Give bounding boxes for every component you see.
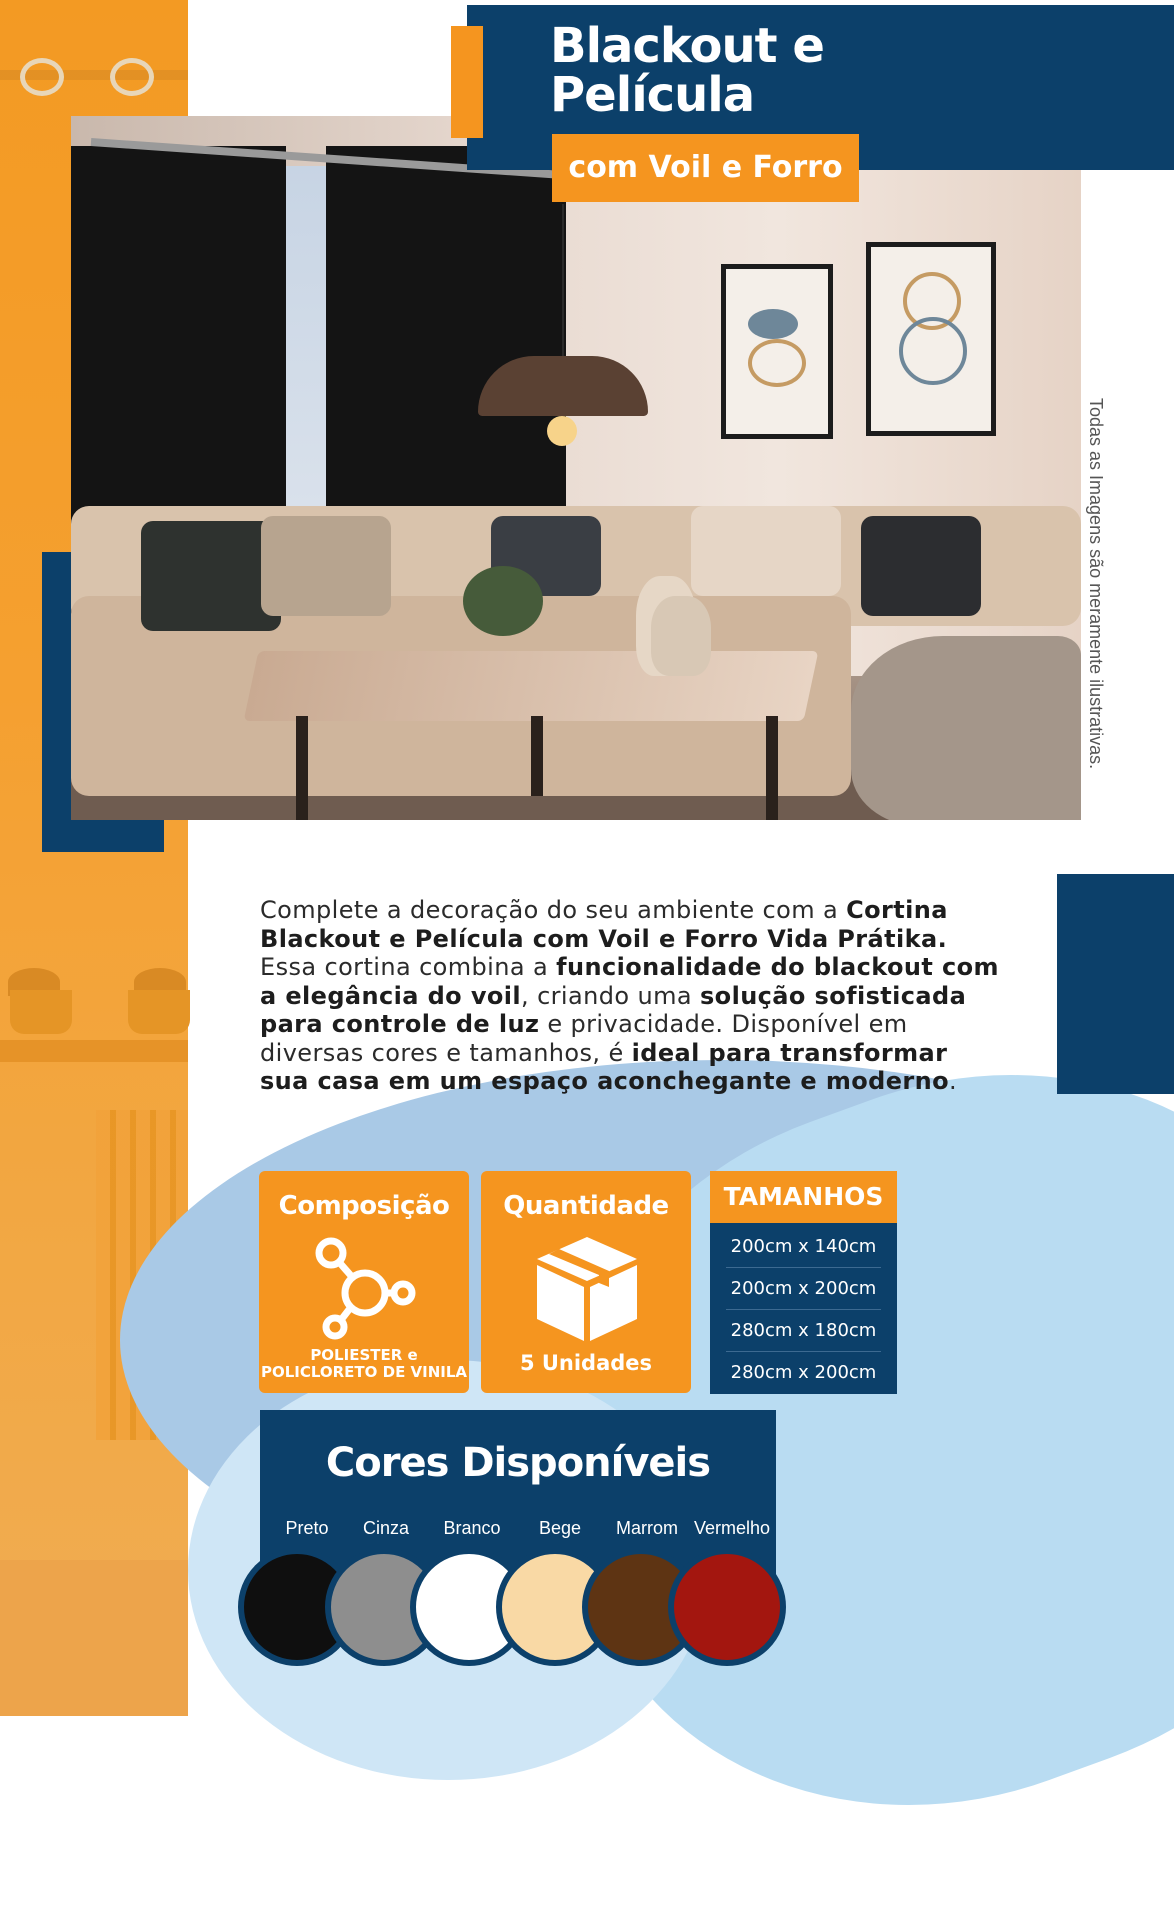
composition-title: Composição xyxy=(278,1191,450,1221)
color-label-bege: Bege xyxy=(538,1518,582,1538)
color-label-branco: Branco xyxy=(443,1518,501,1538)
image-disclaimer: Todas as Imagens são meramente ilustrativas. xyxy=(1086,398,1106,770)
accent-block-right xyxy=(1057,874,1174,1094)
sizes-heading: TAMANHOS xyxy=(710,1171,897,1223)
title-accent-tab xyxy=(451,26,483,138)
size-option: 200cm x 140cm xyxy=(730,1236,877,1257)
composition-material: POLIESTER e POLICLORETO DE VINILA xyxy=(260,1346,468,1381)
molecule-icon xyxy=(309,1231,419,1341)
box-icon xyxy=(529,1229,645,1345)
color-label-marrom: Marrom xyxy=(616,1518,678,1538)
color-label-preto: Preto xyxy=(285,1518,329,1538)
quantity-title: Quantidade xyxy=(503,1191,669,1221)
colors-title: Cores Disponíveis xyxy=(325,1440,711,1486)
swatch-vermelho xyxy=(668,1548,786,1666)
size-option: 280cm x 200cm xyxy=(730,1362,877,1383)
sizes-panel xyxy=(710,1171,897,1394)
color-label-vermelho: Vermelho xyxy=(693,1518,771,1538)
living-room-photo xyxy=(71,116,1081,820)
product-description: Complete a decoração do seu ambiente com a Cortina Blackout e Película com Voil e Forro Vida Prátika. Essa cortina combina a funcionalidade do blackout com a elegância do voil, criando uma solução sofisticada para controle de luz e privacidade. Disponível em diversas cores e tamanhos, é ideal para transformar sua casa em um espaço aconchegante e moderno. xyxy=(260,896,999,1095)
page-subtitle: com Voil e Forro xyxy=(552,134,859,202)
size-option: 200cm x 200cm xyxy=(730,1278,877,1299)
composition-card xyxy=(259,1171,469,1393)
quantity-value: 5 Unidades xyxy=(519,1351,653,1375)
page-title: Blackout e Película xyxy=(550,18,824,123)
size-option: 280cm x 180cm xyxy=(730,1320,877,1341)
color-label-cinza: Cinza xyxy=(362,1518,410,1538)
quantity-card xyxy=(481,1171,691,1393)
